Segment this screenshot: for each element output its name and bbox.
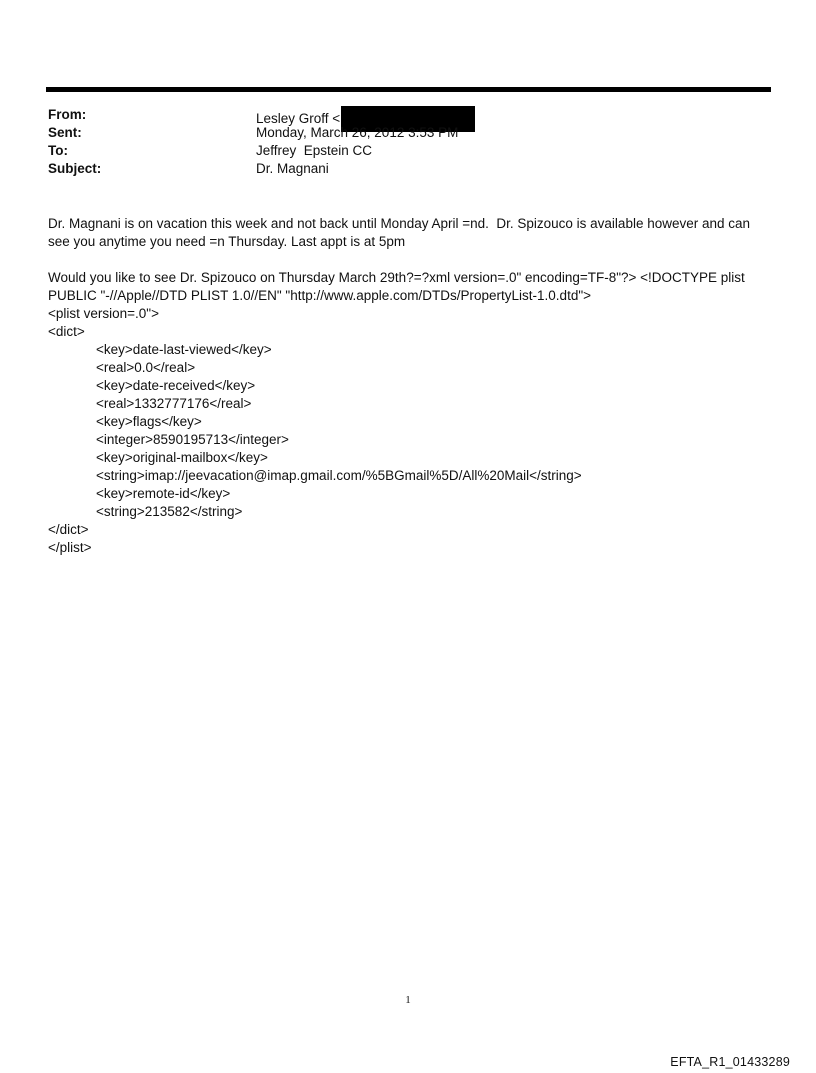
plist-line: </plist>	[48, 540, 92, 555]
email-header	[48, 106, 768, 178]
header-rule	[46, 87, 771, 92]
plist-line: <real>0.0</real>	[96, 360, 196, 375]
plist-line: <string>imap://jeevacation@imap.gmail.com/%5BGmail%5D/All%20Mail</string>	[96, 468, 582, 483]
subject-row	[48, 160, 768, 178]
from-name: Lesley Groff <	[256, 111, 341, 126]
sent-row	[48, 124, 768, 142]
sent-value: Monday, March 26, 2012 3:53 PM	[256, 125, 459, 140]
to-label: To:	[48, 143, 68, 158]
plist-line: <plist version=.0">	[48, 306, 159, 321]
plist-line: <string>213582</string>	[96, 504, 243, 519]
plist-line: <key>date-received</key>	[96, 378, 256, 393]
subject-label: Subject:	[48, 161, 102, 176]
plist-block	[48, 305, 768, 557]
email-body	[48, 215, 768, 557]
plist-line: <key>date-last-viewed</key>	[96, 342, 272, 357]
from-row	[48, 106, 768, 124]
plist-line: <integer>8590195713</integer>	[96, 432, 289, 447]
plist-line: <real>1332777176</real>	[96, 396, 252, 411]
from-label: From:	[48, 107, 87, 122]
body-paragraph-2: Would you like to see Dr. Spizouco on Thursday March 29th?=?xml version=.0" encoding=TF-8"?> <!DOCTYPE plist PUBLIC "-//Apple//DTD PLIST 1.0//EN" "http://www.apple.com/DTDs/PropertyList-1.0.dtd">	[48, 270, 749, 303]
plist-line: <key>original-mailbox</key>	[96, 450, 268, 465]
plist-line: <dict>	[48, 324, 85, 339]
plist-line: <key>remote-id</key>	[96, 486, 231, 501]
subject-value: Dr. Magnani	[256, 161, 329, 176]
page-number: 1	[405, 994, 411, 1006]
to-row	[48, 142, 768, 160]
body-paragraph-1: Dr. Magnani is on vacation this week and not back until Monday April =nd. Dr. Spizouco is available however and can see you anytime you need =n Thursday. Last appt is at 5pm	[48, 216, 754, 249]
to-value: Jeffrey Epstein CC	[256, 143, 373, 158]
document-id: EFTA_R1_01433289	[670, 1055, 790, 1069]
plist-line: </dict>	[48, 522, 89, 537]
sent-label: Sent:	[48, 125, 82, 140]
plist-line: <key>flags</key>	[96, 414, 202, 429]
